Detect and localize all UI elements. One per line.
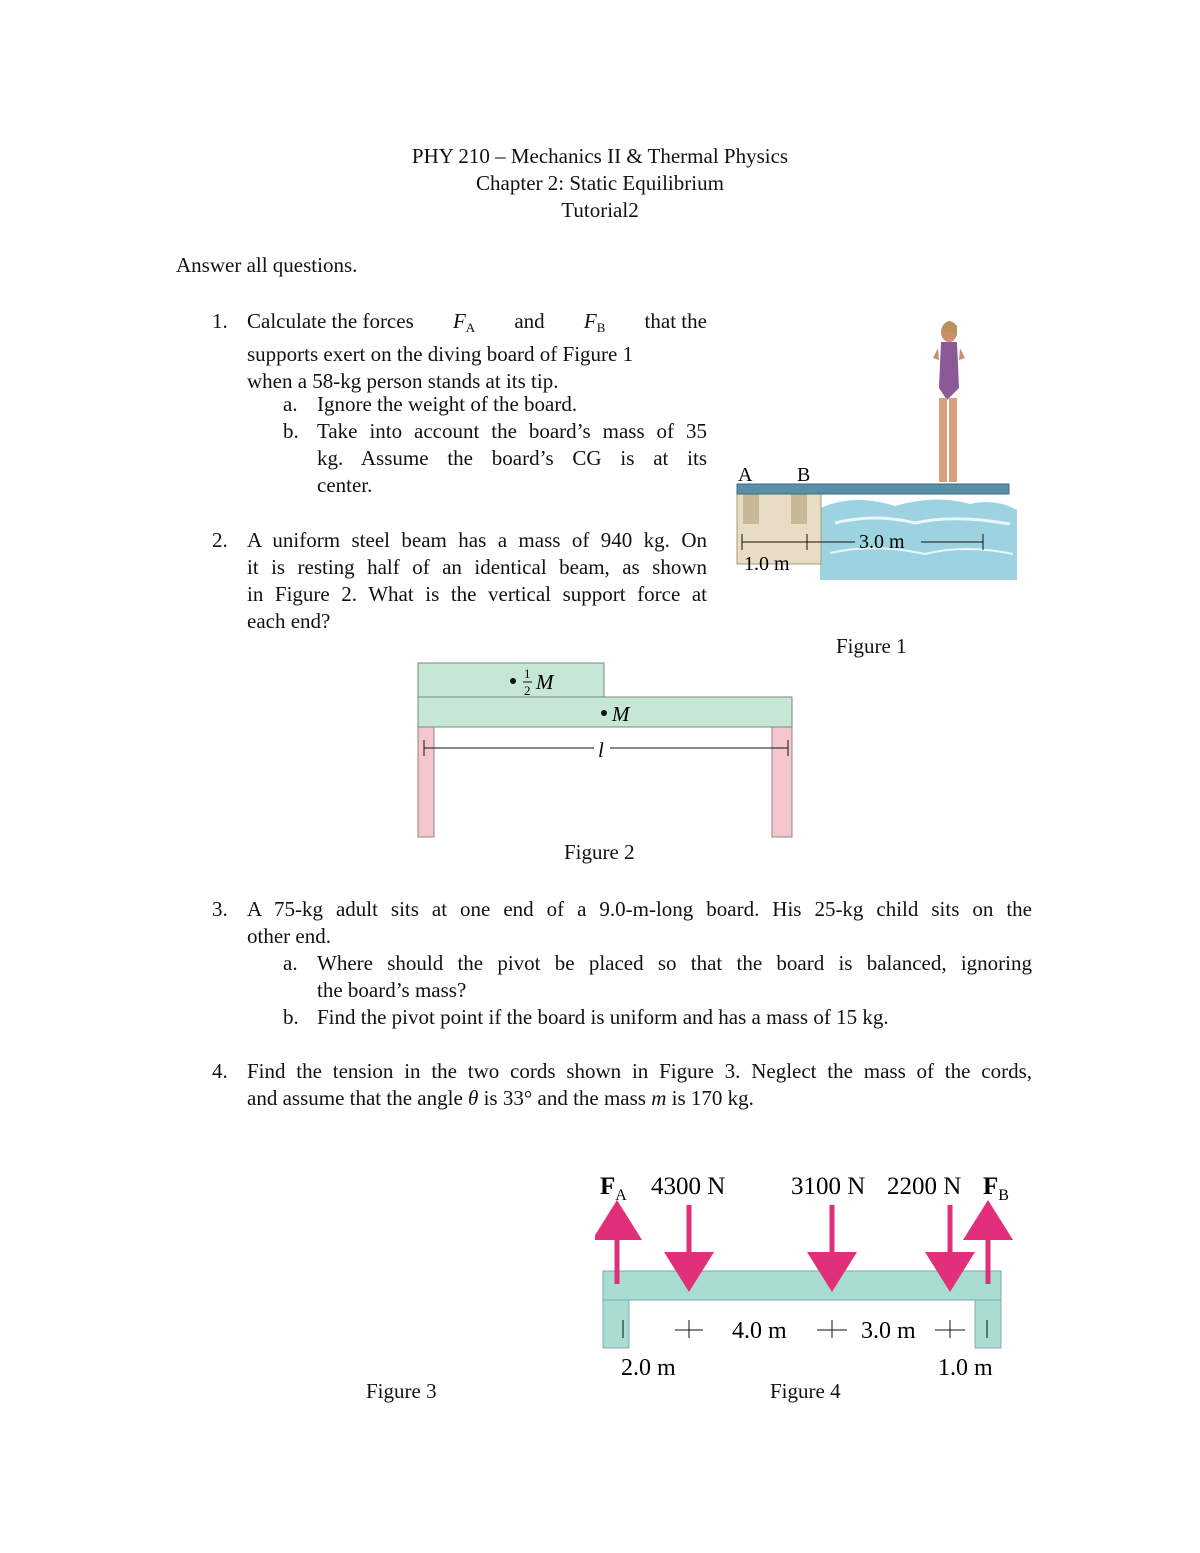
q3a-label: a. <box>283 951 298 975</box>
figure-2-beams <box>410 655 800 840</box>
figure-3-caption: Figure 3 <box>366 1379 437 1403</box>
force-fb: $F_B$ <box>583 309 606 335</box>
label-fb: $F_B$ <box>983 1173 1009 1204</box>
force-fa: $F_A$ <box>452 309 476 335</box>
document-header <box>0 143 1200 224</box>
q3a-text: Where should the pivot be placed so that the board is balanced, ignoring the board’s mass? <box>317 951 1032 1002</box>
figure-1-diving-board <box>725 318 1025 588</box>
q1b-text: Take into account the board’s mass of 35 kg. Assume the board’s CG is at its center. <box>317 419 707 497</box>
left-leg <box>418 725 434 837</box>
chapter-title: Chapter 2: Static Equilibrium <box>476 171 724 195</box>
dim-2m: 2.0 m <box>621 1355 676 1381</box>
diver-figure <box>933 321 965 482</box>
q3b-label: b. <box>283 1005 299 1029</box>
q3b-text: Find the pivot point if the board is uniform and has a mass of 15 kg. <box>317 1005 889 1029</box>
dim-3m: 3.0 m <box>861 1318 916 1344</box>
left-pillar <box>603 1300 629 1348</box>
q1a-label: a. <box>283 392 298 416</box>
q4-line2: and assume that the angle θ is 33° and the mass m is 170 kg. <box>247 1086 754 1110</box>
label-4300: 4300 N <box>651 1173 726 1200</box>
dim-3m: 3.0 m <box>859 531 905 553</box>
figure-2-caption: Figure 2 <box>564 840 635 864</box>
q1a-text: Ignore the weight of the board. <box>317 392 578 416</box>
label-m: M <box>612 702 630 726</box>
figure-4-caption: Figure 4 <box>770 1379 841 1403</box>
question-4: Find the tension in the two cords shown in Figure 3. Neglect the mass of the cords, and assume that the angle θ is 33° and the mass m is 170 kg. <box>247 1059 1032 1110</box>
q1-line1 <box>247 308 707 341</box>
dim-1m: 1.0 m <box>938 1355 993 1381</box>
figure-4-force-beam <box>595 1160 1015 1390</box>
water <box>820 499 1017 580</box>
svg-text:1: 1 <box>524 666 531 681</box>
label-2200: 2200 N <box>887 1173 962 1200</box>
q1-text-a: Calculate the forces <box>247 309 414 333</box>
label-fa: $F_A$ <box>600 1173 627 1204</box>
dim-1m: 1.0 m <box>744 553 790 575</box>
q4-number: 4. <box>212 1059 228 1083</box>
right-pillar <box>975 1300 1001 1348</box>
dim-4m: 4.0 m <box>732 1318 787 1344</box>
label-half-m: M <box>536 670 554 694</box>
intro-text: Answer all questions. <box>176 253 358 277</box>
question-1 <box>247 308 707 395</box>
q1-line2: supports exert on the diving board of Figure 1 <box>247 342 634 366</box>
q3-number: 3. <box>212 897 228 921</box>
figure-1-caption: Figure 1 <box>836 634 907 658</box>
q1-and: and <box>514 309 545 333</box>
course-title: PHY 210 – Mechanics II & Thermal Physics <box>411 144 789 168</box>
q2-number: 2. <box>212 528 228 552</box>
q1-text-b: that the <box>644 309 707 333</box>
beam <box>603 1271 1001 1300</box>
mass-symbol: m <box>651 1086 667 1110</box>
question-2: A uniform steel beam has a mass of 940 kg. On it is resting half of an identical beam, as shown in Figure 2. What is the vertical support force at each end? <box>247 528 707 633</box>
svg-text:2: 2 <box>524 683 531 698</box>
right-leg <box>772 725 792 837</box>
label-l: l <box>598 738 604 762</box>
diving-board <box>737 484 1009 494</box>
swimsuit <box>939 342 959 400</box>
tutorial-title: Tutorial2 <box>561 198 639 222</box>
label-b: B <box>797 464 811 486</box>
label-3100: 3100 N <box>791 1173 866 1200</box>
theta-symbol: θ <box>468 1086 479 1110</box>
q1b-label: b. <box>283 419 299 443</box>
q1-line3: when a 58-kg person stands at its tip. <box>247 369 559 393</box>
label-a: A <box>738 464 753 486</box>
q1-number: 1. <box>212 309 228 333</box>
question-3: A 75-kg adult sits at one end of a 9.0-m-long board. His 25-kg child sits on the other end. <box>247 897 1032 948</box>
